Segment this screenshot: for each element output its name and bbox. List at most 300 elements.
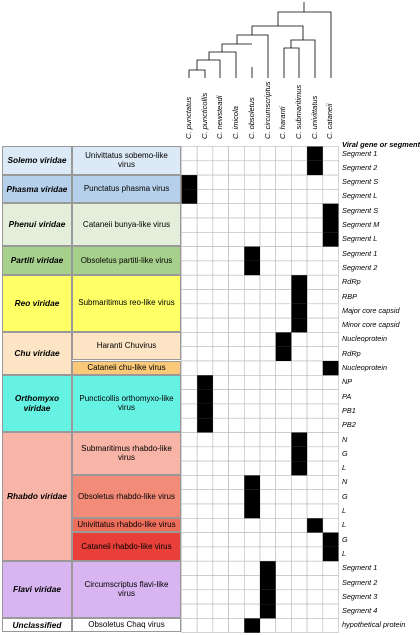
grid-cell bbox=[229, 332, 245, 346]
grid-cell bbox=[197, 204, 213, 218]
species-label: C. newsteadi bbox=[215, 95, 225, 139]
presence-cell bbox=[244, 490, 260, 504]
grid-cell bbox=[307, 318, 323, 332]
grid-cell bbox=[197, 475, 213, 489]
grid-cell bbox=[260, 218, 276, 232]
grid-cell bbox=[244, 375, 260, 389]
grid-cell bbox=[291, 618, 307, 632]
species-label: C. univittatus bbox=[309, 95, 319, 139]
grid-cell bbox=[229, 347, 245, 361]
grid-cell bbox=[213, 232, 229, 246]
species-label: C. haranti bbox=[278, 106, 288, 139]
species-label: C. submaritimus bbox=[293, 84, 303, 139]
grid-cell bbox=[291, 576, 307, 590]
grid-cell bbox=[260, 375, 276, 389]
grid-cell bbox=[229, 375, 245, 389]
grid-cell bbox=[276, 232, 292, 246]
grid-cell bbox=[182, 347, 198, 361]
grid-cell bbox=[182, 332, 198, 346]
grid-cell bbox=[307, 461, 323, 475]
grid-cell bbox=[323, 375, 339, 389]
grid-cell bbox=[182, 461, 198, 475]
presence-cell bbox=[260, 561, 276, 575]
grid-cell bbox=[276, 518, 292, 532]
grid-cell bbox=[197, 533, 213, 547]
phylogeny-tree bbox=[0, 0, 410, 80]
grid-cell bbox=[276, 504, 292, 518]
grid-cell bbox=[323, 332, 339, 346]
grid-cell bbox=[213, 590, 229, 604]
grid-cell bbox=[182, 161, 198, 175]
presence-cell bbox=[291, 433, 307, 447]
species-label: C. imicola bbox=[231, 106, 241, 139]
grid-cell bbox=[244, 604, 260, 618]
grid-cell bbox=[260, 433, 276, 447]
grid-cell bbox=[229, 490, 245, 504]
grid-cell bbox=[323, 433, 339, 447]
presence-cell bbox=[323, 218, 339, 232]
grid-cell bbox=[229, 447, 245, 461]
grid-cell bbox=[307, 504, 323, 518]
grid-cell bbox=[229, 232, 245, 246]
grid-cell bbox=[182, 490, 198, 504]
grid-cell bbox=[260, 318, 276, 332]
grid-cell bbox=[323, 189, 339, 203]
species-label: C. cataneii bbox=[325, 103, 335, 139]
grid-cell bbox=[213, 290, 229, 304]
grid-cell bbox=[291, 533, 307, 547]
grid-cell bbox=[323, 175, 339, 189]
grid-cell bbox=[276, 604, 292, 618]
presence-cell bbox=[291, 318, 307, 332]
segment-label: Segment 3 bbox=[342, 591, 378, 601]
grid-cell bbox=[197, 175, 213, 189]
grid-cell bbox=[291, 232, 307, 246]
segment-label: G bbox=[342, 534, 348, 544]
grid-cell bbox=[276, 618, 292, 632]
grid-cell bbox=[197, 490, 213, 504]
grid-cell bbox=[260, 204, 276, 218]
grid-cell bbox=[182, 576, 198, 590]
grid-cell bbox=[276, 361, 292, 375]
grid-cell bbox=[229, 275, 245, 289]
presence-cell bbox=[197, 404, 213, 418]
grid-cell bbox=[260, 189, 276, 203]
virus-label: Cataneii chu-like virus bbox=[72, 361, 181, 375]
grid-cell bbox=[260, 275, 276, 289]
grid-cell bbox=[291, 561, 307, 575]
grid-cell bbox=[276, 490, 292, 504]
grid-cell bbox=[182, 504, 198, 518]
presence-cell bbox=[244, 475, 260, 489]
grid-cell bbox=[307, 404, 323, 418]
grid-cell bbox=[276, 561, 292, 575]
grid-cell bbox=[182, 361, 198, 375]
grid-cell bbox=[307, 347, 323, 361]
presence-cell bbox=[323, 232, 339, 246]
segment-label: Minor core capsid bbox=[342, 320, 400, 330]
grid-cell bbox=[307, 232, 323, 246]
grid-cell bbox=[307, 275, 323, 289]
grid-cell bbox=[323, 504, 339, 518]
grid-cell bbox=[276, 290, 292, 304]
grid-cell bbox=[307, 433, 323, 447]
presence-cell bbox=[244, 504, 260, 518]
grid-cell bbox=[213, 576, 229, 590]
grid-cell bbox=[229, 189, 245, 203]
grid-cell bbox=[244, 576, 260, 590]
grid-cell bbox=[229, 590, 245, 604]
grid-cell bbox=[229, 533, 245, 547]
presence-cell bbox=[291, 447, 307, 461]
grid-cell bbox=[182, 590, 198, 604]
grid-cell bbox=[244, 547, 260, 561]
grid-cell bbox=[213, 618, 229, 632]
grid-cell bbox=[260, 290, 276, 304]
grid-cell bbox=[182, 147, 198, 161]
family-label: Orthomyxo viridae bbox=[2, 375, 72, 432]
grid-cell bbox=[244, 161, 260, 175]
virus-label: Univittatus sobemo-like virus bbox=[72, 146, 181, 175]
grid-cell bbox=[213, 275, 229, 289]
grid-cell bbox=[307, 218, 323, 232]
grid-cell bbox=[307, 175, 323, 189]
grid-cell bbox=[197, 290, 213, 304]
grid-cell bbox=[182, 518, 198, 532]
family-label: Phasma viridae bbox=[2, 175, 72, 204]
segment-label: L bbox=[342, 463, 347, 473]
segment-label: Segment S bbox=[342, 177, 379, 187]
segment-label: Major core capsid bbox=[342, 305, 400, 315]
segment-label: N bbox=[342, 477, 348, 487]
grid-cell bbox=[291, 590, 307, 604]
grid-cell bbox=[213, 161, 229, 175]
grid-cell bbox=[323, 318, 339, 332]
grid-cell bbox=[291, 347, 307, 361]
grid-cell bbox=[229, 247, 245, 261]
grid-cell bbox=[276, 161, 292, 175]
virus-label: Punctatus phasma virus bbox=[72, 175, 181, 204]
presence-cell bbox=[260, 590, 276, 604]
grid-cell bbox=[260, 361, 276, 375]
grid-cell bbox=[276, 576, 292, 590]
grid-cell bbox=[182, 433, 198, 447]
grid-cell bbox=[307, 390, 323, 404]
grid-cell bbox=[323, 461, 339, 475]
grid-cell bbox=[197, 447, 213, 461]
grid-cell bbox=[213, 433, 229, 447]
grid-cell bbox=[229, 404, 245, 418]
grid-cell bbox=[244, 189, 260, 203]
grid-cell bbox=[213, 347, 229, 361]
virus-label: Obsoletus rhabdo-like virus bbox=[72, 475, 181, 518]
presence-cell bbox=[197, 375, 213, 389]
presence-cell bbox=[260, 576, 276, 590]
segment-column-header: Viral gene or segment bbox=[342, 140, 420, 149]
grid-cell bbox=[291, 604, 307, 618]
grid-cell bbox=[197, 218, 213, 232]
presence-cell bbox=[244, 618, 260, 632]
grid-cell bbox=[276, 261, 292, 275]
grid-cell bbox=[213, 518, 229, 532]
grid-cell bbox=[276, 433, 292, 447]
grid-cell bbox=[260, 247, 276, 261]
grid-cell bbox=[229, 433, 245, 447]
presence-cell bbox=[276, 332, 292, 346]
presence-cell bbox=[244, 261, 260, 275]
grid-cell bbox=[197, 232, 213, 246]
grid-cell bbox=[213, 533, 229, 547]
grid-cell bbox=[197, 547, 213, 561]
species-label: C. punctatus bbox=[184, 96, 193, 139]
grid-cell bbox=[307, 361, 323, 375]
segment-label: PA bbox=[342, 391, 352, 401]
grid-cell bbox=[182, 547, 198, 561]
grid-cell bbox=[213, 361, 229, 375]
grid-cell bbox=[197, 304, 213, 318]
grid-cell bbox=[291, 247, 307, 261]
grid-cell bbox=[260, 504, 276, 518]
grid-cell bbox=[307, 547, 323, 561]
grid-cell bbox=[197, 618, 213, 632]
segment-label: NP bbox=[342, 377, 353, 387]
grid-cell bbox=[229, 475, 245, 489]
segment-label: Segment 1 bbox=[342, 248, 378, 258]
grid-cell bbox=[182, 275, 198, 289]
presence-cell bbox=[244, 247, 260, 261]
grid-cell bbox=[213, 147, 229, 161]
virus-label: Haranti Chuvirus bbox=[72, 332, 181, 361]
grid-cell bbox=[244, 518, 260, 532]
grid-cell bbox=[260, 461, 276, 475]
segment-label: Segment 4 bbox=[342, 606, 378, 616]
grid-cell bbox=[182, 232, 198, 246]
presence-cell bbox=[323, 547, 339, 561]
segment-label: G bbox=[342, 448, 348, 458]
grid-cell bbox=[291, 475, 307, 489]
grid-cell bbox=[276, 304, 292, 318]
grid-cell bbox=[197, 561, 213, 575]
presence-cell bbox=[307, 147, 323, 161]
grid-cell bbox=[244, 318, 260, 332]
presence-cell bbox=[291, 275, 307, 289]
grid-cell bbox=[291, 547, 307, 561]
grid-cell bbox=[323, 447, 339, 461]
grid-cell bbox=[244, 461, 260, 475]
grid-cell bbox=[307, 490, 323, 504]
grid-cell bbox=[182, 418, 198, 432]
virus-label: Univittatus rhabdo-like virus bbox=[72, 518, 181, 532]
grid-cell bbox=[197, 361, 213, 375]
virus-label: Cataneii bunya-like virus bbox=[72, 203, 181, 246]
grid-cell bbox=[182, 204, 198, 218]
grid-cell bbox=[244, 433, 260, 447]
grid-cell bbox=[276, 318, 292, 332]
grid-cell bbox=[260, 147, 276, 161]
grid-cell bbox=[229, 576, 245, 590]
grid-cell bbox=[213, 490, 229, 504]
grid-cell bbox=[182, 533, 198, 547]
grid-cell bbox=[323, 161, 339, 175]
grid-cell bbox=[213, 390, 229, 404]
grid-cell bbox=[291, 361, 307, 375]
grid-cell bbox=[260, 547, 276, 561]
presence-cell bbox=[307, 161, 323, 175]
presence-cell bbox=[291, 461, 307, 475]
grid-cell bbox=[276, 547, 292, 561]
segment-label: G bbox=[342, 491, 348, 501]
family-label: Unclassified bbox=[2, 618, 72, 632]
presence-cell bbox=[307, 518, 323, 532]
grid-cell bbox=[213, 304, 229, 318]
grid-cell bbox=[213, 418, 229, 432]
segment-label: Segment L bbox=[342, 234, 378, 244]
grid-cell bbox=[307, 375, 323, 389]
grid-cell bbox=[307, 204, 323, 218]
grid-cell bbox=[244, 332, 260, 346]
grid-cell bbox=[182, 475, 198, 489]
family-label: Rhabdo viridae bbox=[2, 432, 72, 561]
grid-cell bbox=[213, 461, 229, 475]
grid-cell bbox=[307, 590, 323, 604]
grid-cell bbox=[229, 204, 245, 218]
grid-cell bbox=[323, 418, 339, 432]
grid-cell bbox=[323, 518, 339, 532]
grid-cell bbox=[197, 261, 213, 275]
grid-cell bbox=[291, 490, 307, 504]
virus-label: Obsoletus Chaq virus bbox=[72, 618, 181, 632]
grid-cell bbox=[197, 461, 213, 475]
grid-cell bbox=[213, 261, 229, 275]
grid-cell bbox=[213, 504, 229, 518]
grid-cell bbox=[244, 361, 260, 375]
grid-cell bbox=[229, 461, 245, 475]
grid-cell bbox=[197, 247, 213, 261]
grid-cell bbox=[213, 332, 229, 346]
virus-label: Circumscriptus flavi-like virus bbox=[72, 561, 181, 618]
grid-cell bbox=[229, 361, 245, 375]
grid-cell bbox=[213, 218, 229, 232]
grid-cell bbox=[244, 175, 260, 189]
grid-cell bbox=[276, 218, 292, 232]
grid-cell bbox=[244, 218, 260, 232]
grid-cell bbox=[323, 404, 339, 418]
grid-cell bbox=[197, 318, 213, 332]
presence-cell bbox=[197, 390, 213, 404]
grid-cell bbox=[244, 347, 260, 361]
grid-cell bbox=[323, 275, 339, 289]
grid-cell bbox=[276, 204, 292, 218]
grid-cell bbox=[307, 189, 323, 203]
grid-cell bbox=[244, 418, 260, 432]
grid-cell bbox=[182, 561, 198, 575]
grid-cell bbox=[291, 390, 307, 404]
virus-label: Cataneii rhabdo-like virus bbox=[72, 532, 181, 561]
segment-label: Segment 1 bbox=[342, 148, 378, 158]
grid-cell bbox=[229, 547, 245, 561]
grid-cell bbox=[323, 490, 339, 504]
virus-label: Obsoletus partiti-like virus bbox=[72, 246, 181, 275]
grid-cell bbox=[229, 418, 245, 432]
grid-cell bbox=[276, 475, 292, 489]
grid-cell bbox=[229, 618, 245, 632]
grid-cell bbox=[197, 275, 213, 289]
species-label: C. puncticollis bbox=[199, 92, 209, 139]
grid-cell bbox=[182, 261, 198, 275]
segment-label: Segment 1 bbox=[342, 563, 378, 573]
grid-cell bbox=[291, 147, 307, 161]
grid-cell bbox=[244, 275, 260, 289]
grid-cell bbox=[213, 447, 229, 461]
grid-cell bbox=[260, 161, 276, 175]
presence-cell bbox=[260, 604, 276, 618]
presence-cell bbox=[197, 418, 213, 432]
family-label: Flavi viridae bbox=[2, 561, 72, 618]
virus-label: Submaritimus reo-like virus bbox=[72, 275, 181, 332]
grid-cell bbox=[260, 618, 276, 632]
grid-cell bbox=[229, 175, 245, 189]
grid-cell bbox=[291, 418, 307, 432]
grid-cell bbox=[197, 433, 213, 447]
grid-cell bbox=[197, 161, 213, 175]
grid-cell bbox=[197, 347, 213, 361]
grid-cell bbox=[244, 404, 260, 418]
presence-cell bbox=[323, 361, 339, 375]
grid-cell bbox=[260, 390, 276, 404]
grid-cell bbox=[229, 561, 245, 575]
family-label: Solemo viridae bbox=[2, 146, 72, 175]
grid-cell bbox=[323, 290, 339, 304]
grid-cell bbox=[182, 218, 198, 232]
grid-cell bbox=[323, 347, 339, 361]
grid-cell bbox=[182, 318, 198, 332]
grid-cell bbox=[229, 261, 245, 275]
grid-cell bbox=[260, 304, 276, 318]
grid-cell bbox=[213, 175, 229, 189]
grid-cell bbox=[213, 561, 229, 575]
segment-label: Segment 2 bbox=[342, 262, 378, 272]
grid-cell bbox=[276, 275, 292, 289]
grid-cell bbox=[260, 261, 276, 275]
grid-cell bbox=[291, 375, 307, 389]
grid-cell bbox=[291, 504, 307, 518]
grid-cell bbox=[244, 147, 260, 161]
grid-cell bbox=[197, 518, 213, 532]
segment-label: hypothetical protein bbox=[342, 620, 406, 630]
grid-cell bbox=[291, 518, 307, 532]
segment-label: Segment L bbox=[342, 191, 378, 201]
grid-cell bbox=[260, 475, 276, 489]
grid-cell bbox=[260, 447, 276, 461]
segment-label: Segment S bbox=[342, 205, 379, 215]
grid-cell bbox=[307, 618, 323, 632]
grid-cell bbox=[182, 304, 198, 318]
grid-cell bbox=[229, 218, 245, 232]
grid-cell bbox=[307, 475, 323, 489]
grid-cell bbox=[260, 518, 276, 532]
grid-cell bbox=[182, 447, 198, 461]
grid-cell bbox=[291, 189, 307, 203]
grid-cell bbox=[213, 189, 229, 203]
species-label: C. circumscriptus bbox=[262, 81, 272, 139]
grid-cell bbox=[276, 447, 292, 461]
grid-cell bbox=[244, 561, 260, 575]
grid-cell bbox=[276, 590, 292, 604]
grid-cell bbox=[276, 533, 292, 547]
grid-cell bbox=[260, 175, 276, 189]
grid-cell bbox=[307, 247, 323, 261]
grid-cell bbox=[323, 604, 339, 618]
